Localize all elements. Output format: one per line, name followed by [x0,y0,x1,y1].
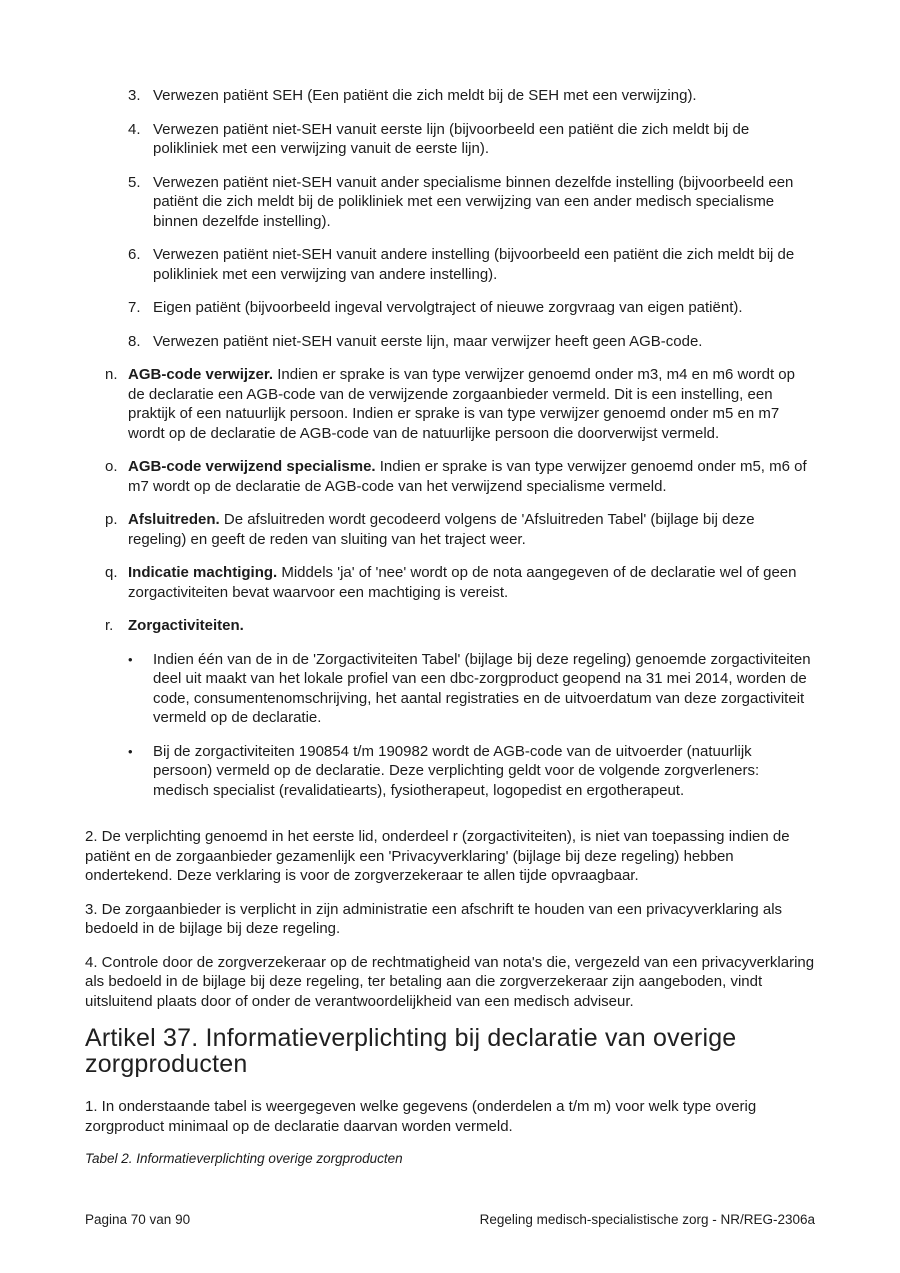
list-item [85,173,815,232]
list-item-text: Verwezen patiënt SEH (Een patiënt die zich meldt bij de SEH met een verwijzing). [153,87,697,104]
list-item [85,245,815,284]
paragraph: 3. De zorgaanbieder is verplicht in zijn administratie een afschrift te houden van een privacyverklaring als bedoeld in de bijlage bij deze regeling. [85,900,783,937]
list-item-text: Verwezen patiënt niet-SEH vanuit eerste lijn, maar verwijzer heeft geen AGB-code. [153,332,703,350]
paragraph: 2. De verplichting genoemd in het eerste lid, onderdeel r (zorgactiviteiten), is niet van toepassing indien de patiënt en de zorgaanbieder gezamenlijk een 'Privacyverklaring' (bijlage bij deze regeling) hebben ondertekend. Deze verklaring is voor de zorgverzekeraar te allen tijde opvraagbaar. [85,828,790,884]
paragraph: 1. In onderstaande tabel is weergegeven welke gegevens (onderdelen a t/m m) voor welk type overig zorgproduct minimaal op de declaratie daarvan worden vermeld. [85,1098,757,1135]
list-marker: r. [105,617,114,634]
list-item-text: AGB-code verwijzer. Indien er sprake is van type verwijzer genoemd onder m3, m4 en m6 wordt op de declaratie een AGB-code van de verwijzende zorgaanbieder vermeld. Dit is een instelling, een praktijk of een natuurlijk persoon. Indien er sprake is van type verwijzer genoemd onder m5 en m7 wordt op de declaratie de AGB-code van de natuurlijke persoon die doorverwijst vermeld. [128,366,795,442]
list-item-text: Afsluitreden. De afsluitreden wordt gecodeerd volgens de 'Afsluitreden Tabel' (bijlage bij deze regeling) en geeft de reden van sluiting van het traject weer. [128,511,755,548]
list-item [85,616,815,636]
list-marker: 5. [128,173,141,191]
term-label: AGB-code verwijzend specialisme. [128,458,376,475]
term-label: AGB-code verwijzer. [128,366,274,383]
bullet-text: Indien één van de in de 'Zorgactiviteiten Tabel' (bijlage bij deze regeling) genoemde zorgactiviteiten deel uit maakt van het lokale profiel van een dbc-zorgproduct geopend na 31 mei 2014, worden de code, consumentenomschrijving, het aantal registraties en de uitvoerdatum van deze zorgactiviteit vermeld op de declaratie. [153,650,811,726]
list-item [85,563,815,602]
body-paragraphs [85,827,815,1011]
paragraph: 4. Controle door de zorgverzekeraar op de rechtmatigheid van nota's die, vergezeld van een privacyverklaring als bedoeld in de bijlage bij deze regeling, ter betaling aan die zorgverzekeraar zijn aangeboden, vindt uitsluitend plaats door of onder de verantwoordelijkheid van een medisch adviseur. [85,953,815,1010]
page-footer [85,1211,815,1228]
list-item [85,332,815,352]
bullet-marker: • [128,743,133,759]
list-marker: 3. [128,87,141,104]
bullet-marker: • [128,651,133,667]
list-item [85,86,815,106]
list-item-text: Indicatie machtiging. Middels 'ja' of 'nee' wordt op de nota aangegeven of de declaratie wel of geen zorgactiviteiten bevat waarvoor een machtiging is vereist. [128,564,797,601]
list-item-text: AGB-code verwijzend specialisme. Indien er sprake is van type verwijzer genoemd onder m5, m6 of m7 wordt op de declaratie de AGB-code van het verwijzend specialisme vermeld. [128,458,807,495]
list-marker: 7. [128,299,141,316]
document-title: Regeling medisch-specialistische zorg - NR/REG-2306a [479,1212,815,1227]
list-item [85,120,815,159]
bullet-text: Bij de zorgactiviteiten 190854 t/m 190982 wordt de AGB-code van de uitvoerder (natuurlijk persoon) vermeld op de declaratie. Deze verplichting geldt voor de volgende zorgverleners: medisch specialist (revalidatiearts), fysiotherapeut, logopedist en ergotherapeut. [153,742,760,799]
list-marker: n. [105,366,118,383]
article-heading: Artikel 37. Informatieverplichting bij declaratie van overige zorgproducten [85,1024,737,1078]
list-item-text [128,616,815,636]
list-item-text: Eigen patiënt (bijvoorbeeld ingeval vervolgtraject of nieuwe zorgvraag van eigen patiënt). [153,299,743,316]
list-item [85,510,815,549]
list-item [85,298,815,318]
list-item [85,365,815,443]
bullet-item [85,742,815,801]
page-number: Pagina 70 van 90 [85,1212,191,1227]
numbered-list [85,86,815,351]
list-item-text: Verwezen patiënt niet-SEH vanuit eerste lijn (bijvoorbeeld een patiënt die zich meldt bij de polikliniek met een verwijzing vanuit de eerste lijn). [153,120,750,157]
term-label: Zorgactiviteiten. [128,617,244,634]
lettered-list [85,365,815,800]
list-marker: q. [105,564,118,581]
list-marker: 4. [128,120,141,138]
list-marker: o. [105,458,118,475]
list-item-text: Verwezen patiënt niet-SEH vanuit ander specialisme binnen dezelfde instelling (bijvoorbeeld een patiënt die zich meldt bij de polikliniek met een verwijzing van een ander medisch specialisme binnen dezelfde instelling). [153,173,794,230]
list-marker: 8. [128,332,141,350]
list-marker: 6. [128,246,141,263]
term-label: Indicatie machtiging. [128,564,278,581]
list-marker: p. [105,511,118,528]
term-label: Afsluitreden. [128,511,220,528]
bullet-item [85,650,815,728]
list-item [85,457,815,496]
table-caption: Tabel 2. Informatieverplichting overige zorgproducten [85,1151,403,1166]
list-item-text: Verwezen patiënt niet-SEH vanuit andere instelling (bijvoorbeeld een patiënt die zich meldt bij de polikliniek met een verwijzing van andere instelling). [153,246,795,283]
